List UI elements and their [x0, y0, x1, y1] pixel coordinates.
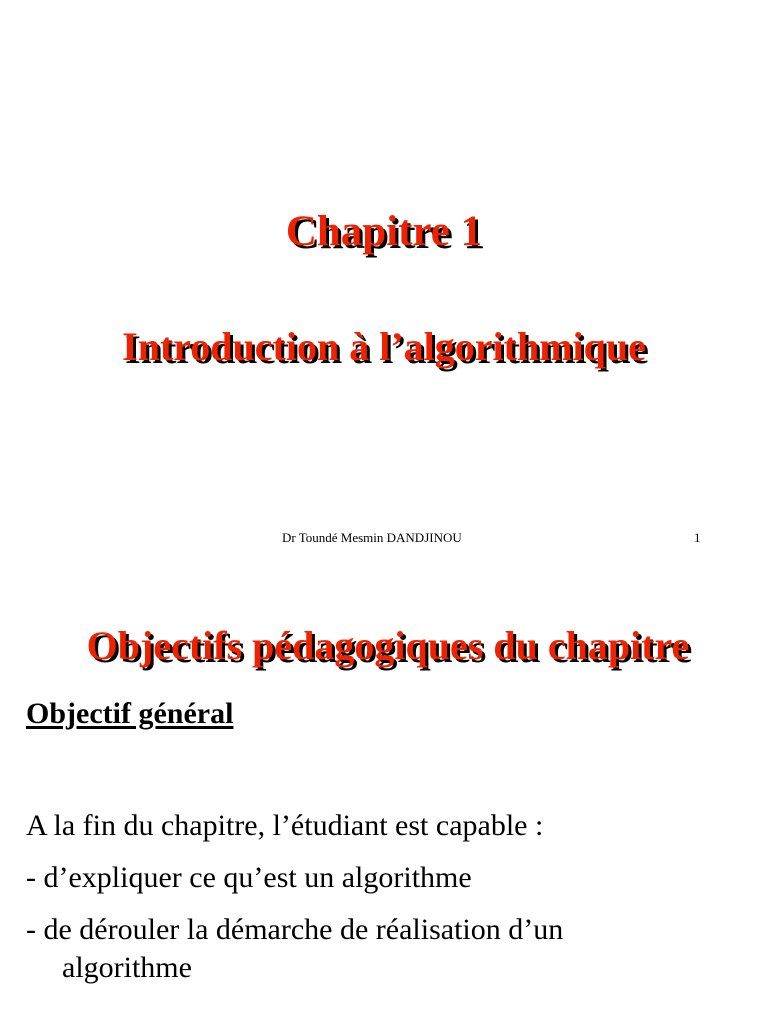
general-objective-heading: Objectif général — [26, 697, 234, 730]
objectives-slide — [0, 576, 768, 1024]
intro-text: A la fin du chapitre, l’étudiant est capable : — [26, 809, 544, 842]
chapter-title: Chapitre 1 — [285, 208, 483, 255]
footer-author: Dr Toundé Mesmin DANDJINOU — [282, 530, 462, 545]
chapter-subtitle: Introduction à l’algorithmique — [122, 324, 646, 369]
list-item-continuation: algorithme — [62, 951, 192, 984]
objectives-title: Objectifs pédagogiques du chapitre — [86, 623, 690, 668]
list-item: - de dérouler la démarche de réalisation d’un — [26, 913, 564, 946]
page-number: 1 — [694, 530, 701, 545]
list-item: - d’expliquer ce qu’est un algorithme — [26, 861, 472, 894]
